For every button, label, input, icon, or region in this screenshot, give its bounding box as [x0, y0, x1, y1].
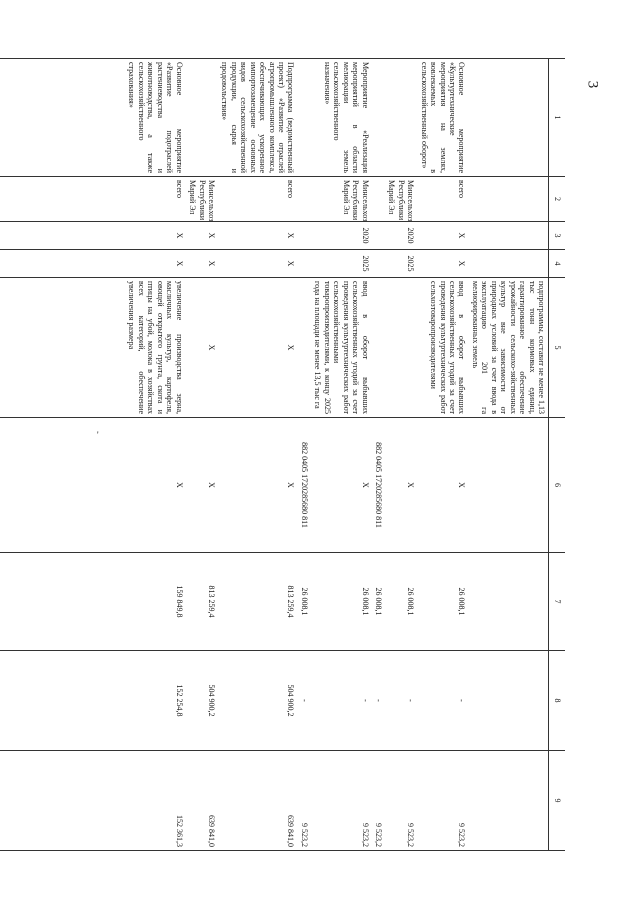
cell-name	[469, 59, 549, 177]
cell-end-year: X	[125, 250, 186, 278]
cell-start-year: X	[417, 222, 468, 250]
cell-name	[385, 59, 417, 177]
cell-value-8: -	[298, 651, 311, 751]
table-row	[385, 59, 417, 851]
cell-executor	[469, 177, 549, 222]
cell-name	[372, 59, 385, 177]
cell-start-year	[469, 222, 549, 250]
cell-executor	[298, 177, 311, 222]
cell-budget-code	[469, 418, 549, 553]
table-row	[218, 59, 298, 851]
cell-value-7: 26 008,1	[311, 553, 372, 651]
cell-value-8: 504 900,2	[186, 651, 218, 751]
margin-mark: '	[97, 430, 99, 440]
cell-value-7: 26 008,1	[372, 553, 385, 651]
cell-value-7: 26 008,1	[385, 553, 417, 651]
cell-executor: Минсельхоз Республики Марий Эл	[186, 177, 218, 222]
cell-budget-code: 882 0405 1720285680 811	[298, 418, 311, 553]
cell-budget-code: X	[186, 418, 218, 553]
cell-value-7: 26 008,1	[298, 553, 311, 651]
cell-result: увеличение производства зерна, масличных культур, картофеля, овощей открытого грунта, скота и птицы на убой, молока в хозяйствах всех категорий, обеспечение увеличения размера	[125, 278, 186, 418]
budget-table	[0, 58, 565, 851]
cell-start-year: X	[218, 222, 298, 250]
cell-start-year: X	[125, 222, 186, 250]
cell-result: ввод в оборот выбывших сельскохозяйственных угодий за счет проведения культуртехнических работ сельхозтоваропроизводителями	[417, 278, 468, 418]
page-number: 3	[584, 80, 601, 89]
header-row	[549, 59, 566, 851]
cell-value-8: -	[385, 651, 417, 751]
cell-budget-code: X	[385, 418, 417, 553]
cell-end-year: 2025	[385, 250, 417, 278]
header-cell-5: 5	[549, 278, 566, 418]
cell-executor: всего	[417, 177, 468, 222]
header-cell-2: 2	[549, 177, 566, 222]
table-row	[372, 59, 385, 851]
header-cell-8: 8	[549, 651, 566, 751]
cell-name: Основное мероприятие «Развитие подотраслей растениеводства и животноводства, а также сельскохозяйственного страхования»	[125, 59, 186, 177]
cell-start-year	[298, 222, 311, 250]
cell-end-year: X	[417, 250, 468, 278]
cell-value-9: 639 841,0	[218, 751, 298, 851]
cell-value-9: 9 523,2	[417, 751, 468, 851]
header-cell-6: 6	[549, 418, 566, 553]
cell-end-year	[298, 250, 311, 278]
header-cell-9: 9	[549, 751, 566, 851]
cell-start-year: 2020	[311, 222, 372, 250]
cell-value-8: 504 900,2	[218, 651, 298, 751]
header-cell-1: 1	[549, 59, 566, 177]
cell-executor: Минсельхоз Республики Марий Эл	[311, 177, 372, 222]
cell-value-7: 26 008,1	[417, 553, 468, 651]
cell-end-year	[469, 250, 549, 278]
cell-budget-code: X	[417, 418, 468, 553]
cell-value-7	[469, 553, 549, 651]
table-row	[311, 59, 372, 851]
cell-executor: всего	[125, 177, 186, 222]
header-cell-3: 3	[549, 222, 566, 250]
header-cell-4: 4	[549, 250, 566, 278]
cell-end-year: X	[218, 250, 298, 278]
cell-result	[372, 278, 385, 418]
cell-result: подпрограммы, составит не менее 1,13 тыс тонн кормовых единиц, гарантированное обеспечение урожайности сельскохо-зяйственных культур вне зависимости от природных условий за счет ввода в эксплуатацию 201 га мелиорированных земель	[469, 278, 549, 418]
cell-value-7: 813 259,4	[218, 553, 298, 651]
cell-value-8: -	[311, 651, 372, 751]
cell-value-7: 813 259,4	[186, 553, 218, 651]
rotated-table-container	[119, 58, 565, 850]
table-row	[186, 59, 218, 851]
cell-value-8	[469, 651, 549, 751]
header-cell-7: 7	[549, 553, 566, 651]
cell-result: X	[218, 278, 298, 418]
cell-end-year	[372, 250, 385, 278]
table-row	[417, 59, 468, 851]
cell-executor	[372, 177, 385, 222]
cell-name: Мероприятие «Реализация мероприятий в области мелиорации земель сельскохозяйственного назначения»	[311, 59, 372, 177]
cell-end-year: X	[186, 250, 218, 278]
table-row	[125, 59, 186, 851]
cell-value-9: 152 361,3	[125, 751, 186, 851]
cell-value-9: 9 523,2	[372, 751, 385, 851]
cell-budget-code: X	[311, 418, 372, 553]
cell-value-9	[469, 751, 549, 851]
cell-budget-code: X	[125, 418, 186, 553]
cell-value-9: 9 523,2	[311, 751, 372, 851]
cell-start-year: 2020	[385, 222, 417, 250]
cell-value-9: 639 841,0	[186, 751, 218, 851]
cell-executor: всего	[218, 177, 298, 222]
cell-result: X	[186, 278, 218, 418]
cell-value-9: 9 523,2	[298, 751, 311, 851]
cell-executor: Минсельхоз Республики Марий Эл	[385, 177, 417, 222]
cell-name: Подпрограмма (ведомственный проект) «Развитие отраслей агропромышленного комплекса, обеспечивающих ускоренное импортозамещение основных видов сельскохозяйственной продукции, сырья и продовольствия»	[218, 59, 298, 177]
cell-budget-code: X	[218, 418, 298, 553]
cell-name	[186, 59, 218, 177]
cell-name: Основное мероприятие «Культуртехнические мероприятия на землях, вовлекаемых в сельскохозяйственный оборот»	[417, 59, 468, 177]
cell-start-year: X	[186, 222, 218, 250]
cell-result: ввод в оборот выбывших сельскохозяйственных угодий за счет проведения культуртехнических работ сельскохозяйственными товаропроизводителями, к концу 2025 года на площади не менее 13,5 тыс га	[311, 278, 372, 418]
cell-start-year	[372, 222, 385, 250]
cell-value-9: 9 523,2	[385, 751, 417, 851]
cell-value-8: 152 254,8	[125, 651, 186, 751]
cell-budget-code: 882 0405 1720285680 811	[372, 418, 385, 553]
table-fill-row	[0, 59, 125, 851]
cell-value-8: -	[417, 651, 468, 751]
cell-value-7: 159 849,8	[125, 553, 186, 651]
cell-end-year: 2025	[311, 250, 372, 278]
table-row	[469, 59, 549, 851]
cell-value-8: -	[372, 651, 385, 751]
cell-result	[298, 278, 311, 418]
cell-name	[298, 59, 311, 177]
table-row	[298, 59, 311, 851]
cell-result	[385, 278, 417, 418]
